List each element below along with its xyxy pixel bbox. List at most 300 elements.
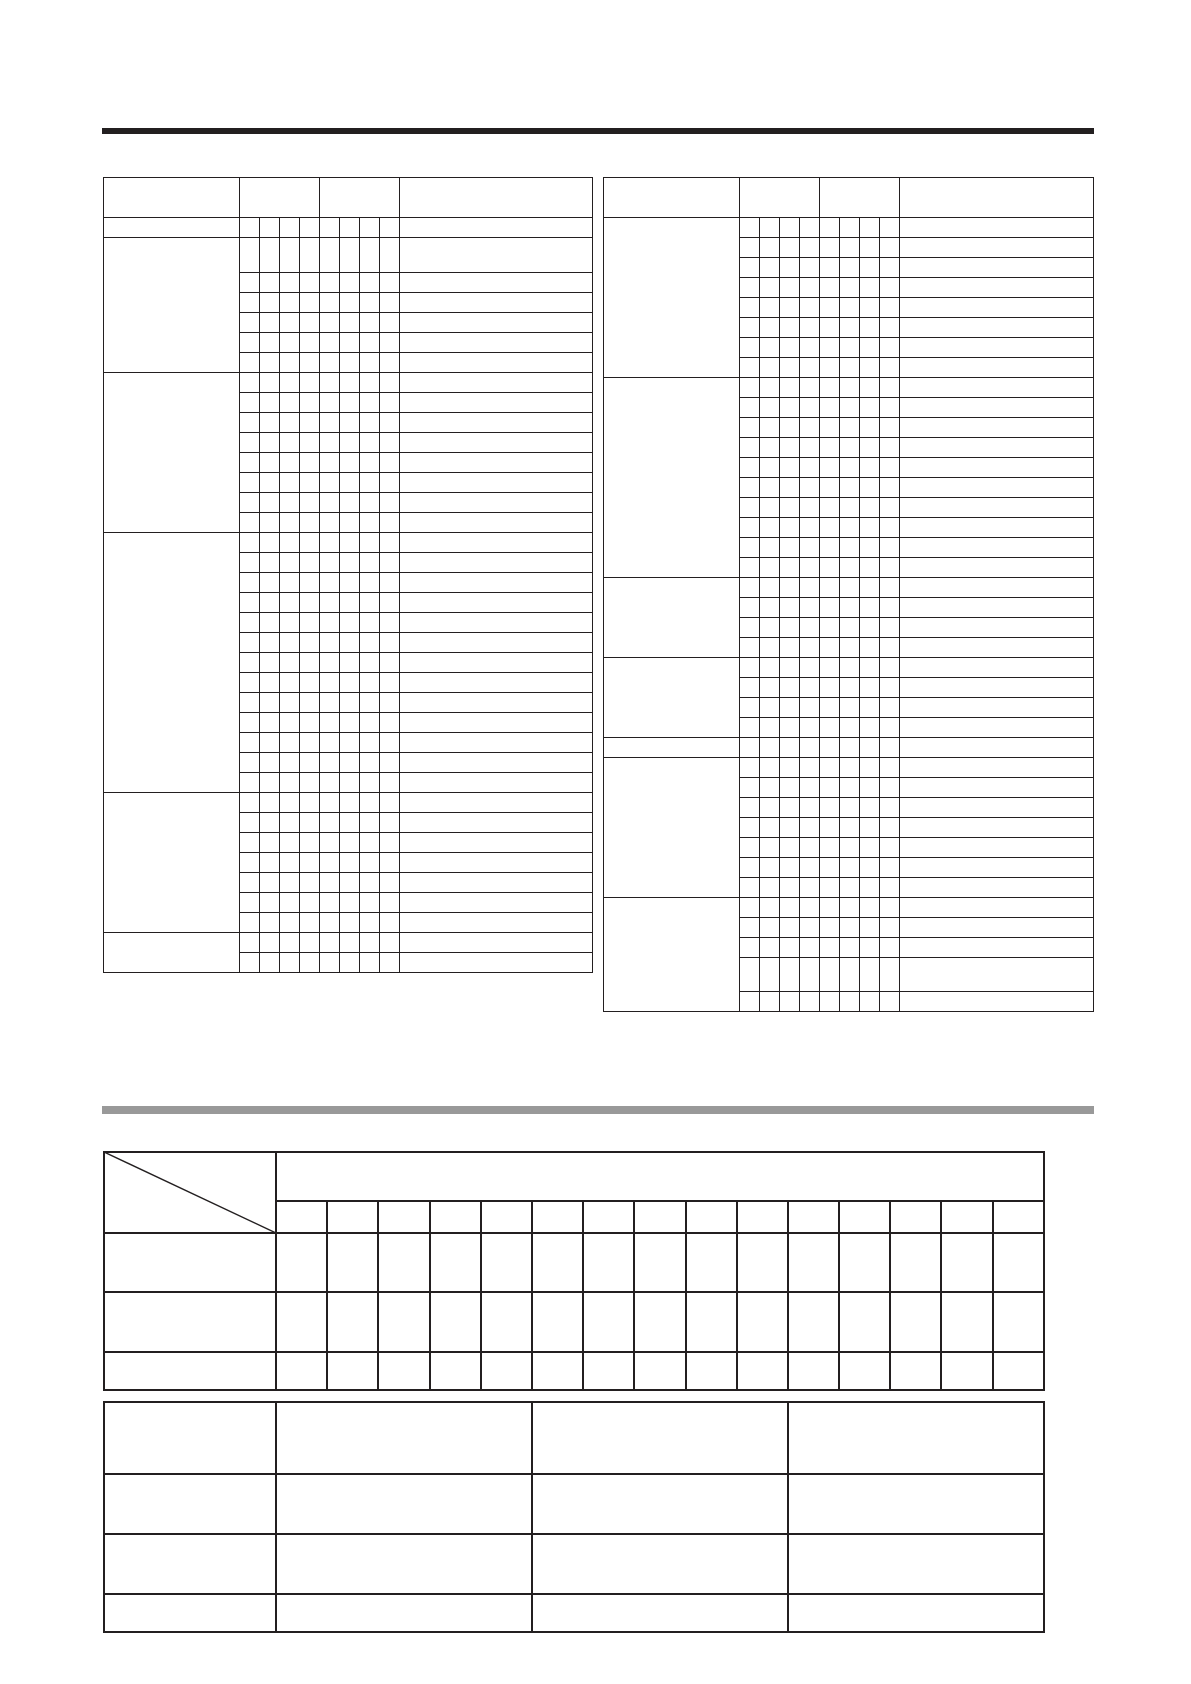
check-cell: [840, 578, 860, 598]
check-cell: [380, 813, 400, 833]
column-header-cell: [481, 1201, 532, 1233]
check-cell: [860, 898, 880, 918]
column-header-cell: [788, 1402, 1044, 1474]
check-cell: [300, 333, 320, 353]
value-cell: [276, 1534, 532, 1594]
check-cell: [740, 278, 760, 298]
notes-cell: [900, 278, 1094, 298]
check-cell: [240, 273, 260, 293]
check-cell: [800, 318, 820, 338]
row-label-cell: [104, 1474, 276, 1534]
check-cell: [740, 558, 760, 578]
check-cell: [320, 613, 340, 633]
check-cell: [740, 738, 760, 758]
notes-cell: [900, 438, 1094, 458]
check-cell: [800, 498, 820, 518]
check-cell: [280, 313, 300, 333]
check-cell: [380, 853, 400, 873]
check-cell: [340, 913, 360, 933]
table-row: [604, 218, 1094, 238]
check-cell: [760, 498, 780, 518]
check-cell: [800, 778, 820, 798]
check-cell: [860, 498, 880, 518]
check-cell: [760, 798, 780, 818]
check-cell: [260, 873, 280, 893]
check-cell: [280, 773, 300, 793]
check-cell: [300, 673, 320, 693]
check-cell: [820, 598, 840, 618]
notes-cell: [900, 678, 1094, 698]
notes-cell: [400, 893, 593, 913]
check-cell: [880, 638, 900, 658]
check-cell: [840, 918, 860, 938]
check-cell: [780, 678, 800, 698]
check-cell: [240, 913, 260, 933]
value-cell: [430, 1352, 481, 1390]
check-cell: [760, 838, 780, 858]
check-cell: [240, 533, 260, 553]
check-cell: [740, 658, 760, 678]
notes-cell: [900, 718, 1094, 738]
check-cell: [280, 673, 300, 693]
check-cell: [380, 793, 400, 813]
value-cell: [327, 1292, 378, 1352]
check-cell: [360, 953, 380, 973]
check-cell: [880, 858, 900, 878]
check-cell: [820, 578, 840, 598]
check-cell: [780, 338, 800, 358]
header-row: [104, 178, 593, 218]
notes-cell: [900, 818, 1094, 838]
check-cell: [260, 633, 280, 653]
check-cell: [260, 533, 280, 553]
check-cell: [760, 638, 780, 658]
check-cell: [840, 698, 860, 718]
value-cell: [532, 1352, 583, 1390]
check-cell: [880, 738, 900, 758]
check-cell: [760, 658, 780, 678]
row-label-cell: [104, 1233, 276, 1292]
check-cell: [760, 618, 780, 638]
notes-cell: [400, 713, 593, 733]
notes-cell: [400, 238, 593, 273]
check-cell: [360, 853, 380, 873]
check-cell: [360, 933, 380, 953]
check-cell: [800, 858, 820, 878]
check-cell: [260, 333, 280, 353]
check-cell: [880, 258, 900, 278]
notes-cell: [400, 273, 593, 293]
check-cell: [380, 913, 400, 933]
check-cell: [760, 298, 780, 318]
check-cell: [300, 533, 320, 553]
check-cell: [320, 413, 340, 433]
check-cell: [740, 218, 760, 238]
check-cell: [840, 898, 860, 918]
value-cell: [276, 1352, 327, 1390]
check-cell: [840, 458, 860, 478]
check-cell: [780, 878, 800, 898]
value-cell: [532, 1292, 583, 1352]
value-cell: [430, 1292, 481, 1352]
table-row: [604, 378, 1094, 398]
check-cell: [780, 298, 800, 318]
check-cell: [300, 633, 320, 653]
check-cell: [320, 573, 340, 593]
check-cell: [800, 578, 820, 598]
check-cell: [300, 733, 320, 753]
check-cell: [300, 813, 320, 833]
notes-cell: [900, 218, 1094, 238]
check-cell: [280, 813, 300, 833]
column-header-cell: [378, 1201, 429, 1233]
column-header-cell: [788, 1201, 839, 1233]
check-cell: [800, 992, 820, 1012]
notes-cell: [900, 618, 1094, 638]
check-cell: [360, 313, 380, 333]
check-cell: [860, 658, 880, 678]
check-cell: [300, 453, 320, 473]
check-cell: [240, 293, 260, 313]
check-cell: [280, 753, 300, 773]
value-cell: [378, 1292, 429, 1352]
check-cell: [780, 578, 800, 598]
check-cell: [240, 433, 260, 453]
check-cell: [780, 238, 800, 258]
check-cell: [260, 273, 280, 293]
check-cell: [760, 858, 780, 878]
check-cell: [360, 473, 380, 493]
check-cell: [360, 913, 380, 933]
notes-cell: [400, 293, 593, 313]
check-cell: [820, 318, 840, 338]
check-cell: [740, 678, 760, 698]
check-cell: [340, 653, 360, 673]
column-header-cell: [686, 1201, 737, 1233]
table-row: [104, 373, 593, 393]
check-cell: [820, 358, 840, 378]
notes-cell: [400, 218, 593, 238]
row-label-cell: [104, 1534, 276, 1594]
check-cell: [840, 398, 860, 418]
check-cell: [780, 618, 800, 638]
check-cell: [840, 758, 860, 778]
check-cell: [840, 878, 860, 898]
check-cell: [280, 513, 300, 533]
check-cell: [780, 758, 800, 778]
check-cell: [320, 453, 340, 473]
notes-cell: [400, 473, 593, 493]
check-cell: [340, 273, 360, 293]
check-cell: [260, 293, 280, 313]
check-cell: [240, 633, 260, 653]
check-cell: [340, 933, 360, 953]
check-cell: [340, 393, 360, 413]
check-cell: [780, 798, 800, 818]
check-cell: [340, 493, 360, 513]
check-cell: [880, 358, 900, 378]
check-cell: [340, 373, 360, 393]
notes-cell: [400, 353, 593, 373]
check-cell: [800, 478, 820, 498]
check-cell: [340, 473, 360, 493]
check-cell: [760, 458, 780, 478]
check-cell: [280, 633, 300, 653]
check-cell: [880, 838, 900, 858]
notes-cell: [400, 853, 593, 873]
value-cell: [276, 1233, 327, 1292]
check-cell: [800, 958, 820, 992]
value-cell: [993, 1233, 1044, 1292]
check-cell: [780, 818, 800, 838]
value-cell: [941, 1292, 992, 1352]
check-cell: [240, 573, 260, 593]
check-cell: [820, 818, 840, 838]
check-cell: [380, 393, 400, 413]
check-cell: [780, 992, 800, 1012]
check-cell: [320, 913, 340, 933]
check-cell: [820, 618, 840, 638]
check-cell: [760, 258, 780, 278]
check-cell: [360, 813, 380, 833]
check-cell: [880, 238, 900, 258]
check-cell: [820, 218, 840, 238]
check-cell: [860, 618, 880, 638]
check-cell: [760, 598, 780, 618]
check-cell: [880, 898, 900, 918]
check-cell: [340, 713, 360, 733]
check-cell: [760, 238, 780, 258]
check-cell: [320, 533, 340, 553]
check-cell: [820, 518, 840, 538]
check-cell: [740, 858, 760, 878]
check-cell: [820, 418, 840, 438]
check-cell: [800, 378, 820, 398]
check-cell: [340, 293, 360, 313]
column-header-cell: [276, 1402, 532, 1474]
check-cell: [780, 698, 800, 718]
check-cell: [360, 833, 380, 853]
group-label-cell: [104, 238, 240, 373]
check-cell: [380, 953, 400, 973]
notes-cell: [400, 933, 593, 953]
check-cell: [740, 878, 760, 898]
check-cell: [840, 518, 860, 538]
check-cell: [780, 258, 800, 278]
value-cell: [378, 1352, 429, 1390]
group-label-cell: [604, 658, 740, 738]
check-cell: [260, 853, 280, 873]
check-cell: [380, 933, 400, 953]
check-cell: [240, 493, 260, 513]
notes-cell: [900, 538, 1094, 558]
value-cell: [481, 1352, 532, 1390]
check-cell: [780, 658, 800, 678]
notes-cell: [400, 813, 593, 833]
check-cell: [780, 598, 800, 618]
header-notes-cell: [400, 178, 593, 218]
check-cell: [280, 713, 300, 733]
check-cell: [280, 693, 300, 713]
check-cell: [780, 738, 800, 758]
header-row: [604, 178, 1094, 218]
check-cell: [780, 518, 800, 538]
notes-cell: [900, 698, 1094, 718]
check-cell: [840, 618, 860, 638]
notes-cell: [900, 758, 1094, 778]
check-cell: [300, 913, 320, 933]
check-cell: [860, 218, 880, 238]
check-cell: [740, 778, 760, 798]
check-cell: [340, 773, 360, 793]
value-cell: [686, 1352, 737, 1390]
check-cell: [260, 513, 280, 533]
notes-cell: [400, 953, 593, 973]
check-cell: [840, 318, 860, 338]
check-cell: [340, 573, 360, 593]
check-cell: [840, 678, 860, 698]
notes-cell: [400, 653, 593, 673]
check-cell: [280, 913, 300, 933]
column-header-cell: [276, 1201, 327, 1233]
check-cell: [380, 753, 400, 773]
check-cell: [740, 338, 760, 358]
check-cell: [740, 618, 760, 638]
check-cell: [860, 858, 880, 878]
notes-cell: [400, 313, 593, 333]
check-cell: [340, 238, 360, 273]
value-cell: [583, 1292, 634, 1352]
check-cell: [260, 393, 280, 413]
check-cell: [360, 753, 380, 773]
check-cell: [320, 933, 340, 953]
check-cell: [240, 833, 260, 853]
check-cell: [320, 853, 340, 873]
check-cell: [300, 353, 320, 373]
value-cell: [634, 1233, 685, 1292]
value-cell: [276, 1594, 532, 1632]
check-cell: [280, 853, 300, 873]
check-cell: [800, 238, 820, 258]
notes-cell: [900, 298, 1094, 318]
value-cell: [532, 1594, 788, 1632]
check-cell: [760, 718, 780, 738]
check-cell: [780, 378, 800, 398]
check-cell: [280, 733, 300, 753]
check-cell: [780, 218, 800, 238]
check-cell: [260, 713, 280, 733]
check-cell: [840, 538, 860, 558]
check-cell: [340, 353, 360, 373]
check-cell: [340, 453, 360, 473]
value-cell: [788, 1474, 1044, 1534]
check-cell: [240, 393, 260, 413]
value-cell: [583, 1352, 634, 1390]
check-cell: [780, 458, 800, 478]
check-cell: [760, 678, 780, 698]
check-cell: [280, 453, 300, 473]
check-cell: [340, 313, 360, 333]
check-cell: [840, 958, 860, 992]
check-cell: [280, 218, 300, 238]
check-cell: [800, 918, 820, 938]
check-cell: [760, 818, 780, 838]
check-cell: [240, 313, 260, 333]
value-cell: [788, 1594, 1044, 1632]
check-cell: [740, 538, 760, 558]
check-cell: [300, 753, 320, 773]
check-cell: [780, 958, 800, 992]
value-cell: [788, 1534, 1044, 1594]
notes-cell: [900, 858, 1094, 878]
check-cell: [380, 453, 400, 473]
check-cell: [380, 653, 400, 673]
check-cell: [260, 493, 280, 513]
group-label-cell: [104, 218, 240, 238]
check-cell: [380, 513, 400, 533]
check-cell: [360, 873, 380, 893]
check-cell: [860, 338, 880, 358]
check-cell: [240, 733, 260, 753]
check-cell: [800, 518, 820, 538]
table-row: [104, 238, 593, 273]
check-cell: [300, 773, 320, 793]
table-row: [104, 1233, 1044, 1292]
check-cell: [380, 613, 400, 633]
check-cell: [880, 318, 900, 338]
table-row: [104, 793, 593, 813]
check-cell: [860, 278, 880, 298]
check-cell: [880, 798, 900, 818]
group-label-cell: [104, 933, 240, 973]
check-cell: [880, 518, 900, 538]
check-cell: [860, 638, 880, 658]
check-cell: [800, 598, 820, 618]
check-cell: [800, 558, 820, 578]
row-label-cell: [104, 1352, 276, 1390]
check-cell: [880, 378, 900, 398]
check-cell: [380, 273, 400, 293]
check-cell: [360, 238, 380, 273]
check-cell: [260, 813, 280, 833]
check-cell: [780, 498, 800, 518]
check-cell: [260, 593, 280, 613]
check-cell: [880, 298, 900, 318]
column-header-cell: [532, 1402, 788, 1474]
check-cell: [760, 398, 780, 418]
check-cell: [380, 833, 400, 853]
check-cell: [880, 678, 900, 698]
check-cell: [240, 473, 260, 493]
value-cell: [788, 1352, 839, 1390]
check-cell: [280, 653, 300, 673]
check-cell: [800, 638, 820, 658]
check-cell: [800, 698, 820, 718]
check-cell: [380, 733, 400, 753]
check-cell: [340, 613, 360, 633]
check-cell: [320, 333, 340, 353]
check-cell: [280, 613, 300, 633]
check-cell: [340, 218, 360, 238]
check-cell: [860, 938, 880, 958]
check-cell: [740, 758, 760, 778]
notes-cell: [400, 413, 593, 433]
check-cell: [260, 413, 280, 433]
value-cell: [430, 1233, 481, 1292]
check-cell: [300, 893, 320, 913]
check-cell: [240, 853, 260, 873]
check-cell: [320, 238, 340, 273]
